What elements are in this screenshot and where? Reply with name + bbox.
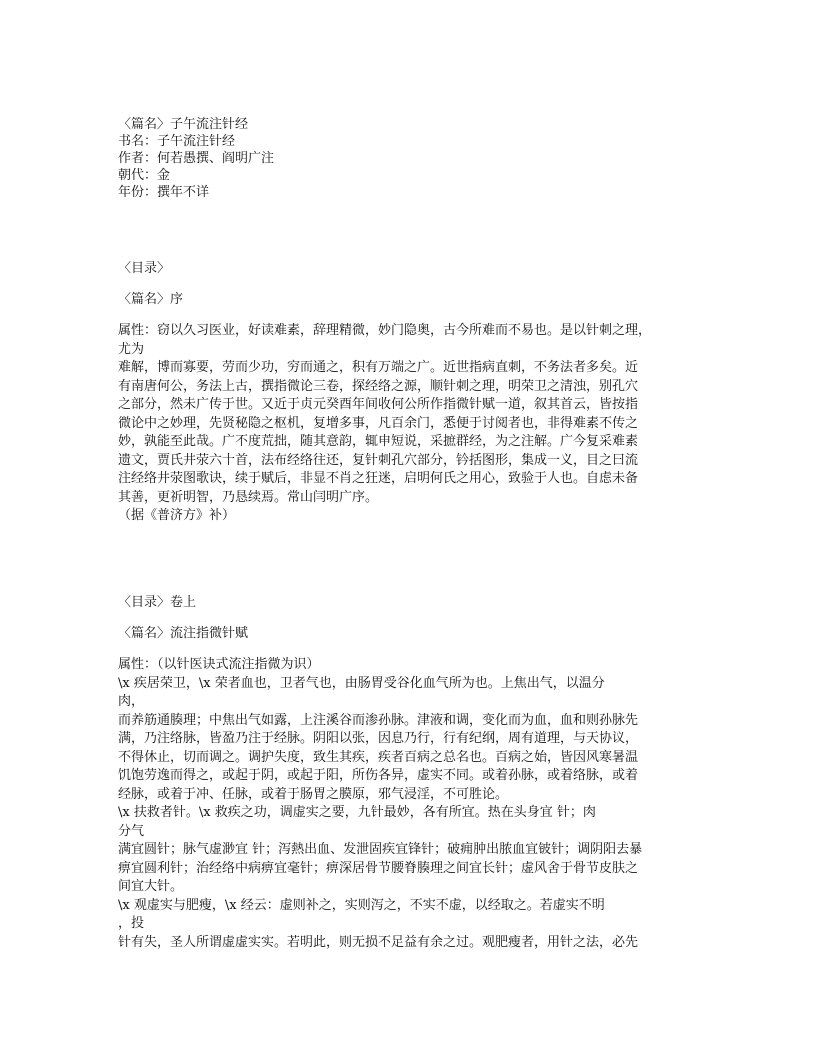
text-line: 难解，博而寡要，劳而少功，穷而通之，积有万端之广。近世指病直刺，不务法者多矣。近	[118, 360, 639, 375]
text-line: 〈篇名〉子午流注针经	[118, 117, 249, 132]
text-line: 针有失，圣人所谓虚虚实实。若明此，则无损不足益有余之过。观肥瘦者，用针之法，必先	[118, 934, 639, 950]
text-line: 朝代：金	[118, 168, 171, 183]
text-line: \x 扶救者针。\x 救疾之功，调虚实之要，九针最妙，各有所宜。热在头身宜 针；肉	[118, 805, 596, 820]
text-line: 妙，孰能至此哉。广不度荒拙，随其意韵，辄申短说，采摭群经，为之注解。广今复采难素	[118, 434, 639, 449]
text-line: 属性：（以针医诀式流注指微为识）	[118, 657, 320, 672]
section-title-preface	[118, 291, 708, 308]
document-header	[118, 116, 708, 201]
preface-body	[118, 322, 708, 526]
text-line: 满，乃注络脉，皆盈乃注于经脉。阴阳以张，因息乃行，行有纪纲，周有道理，与天协议，	[118, 731, 639, 746]
text-line: 肉，	[118, 694, 145, 709]
section-title: 〈篇名〉流注指微针赋	[118, 626, 249, 641]
text-line: \x 疾居荣卫，\x 荣者血也，卫者气也，由肠胃受谷化血气所为也。上焦出气，以温分	[118, 675, 605, 691]
text-line: ，投	[118, 916, 145, 931]
toc-label: 〈目录〉	[118, 261, 171, 276]
text-line: 饥饱劳逸而得之，或起于阴，或起于阳，所伤各异，虚实不同。或着孙脉，或着络脉，或着	[118, 768, 639, 783]
text-line: 不得休止，切而调之。调护失度，致生其疾，疾者百病之总名也。百病之始，皆因风寒暑温	[118, 749, 639, 765]
text-line: 经脉，或着于冲、任脉，或着于肠胃之膜原，邪气浸淫，不可胜论。	[118, 786, 509, 802]
toc-heading-volume1	[118, 594, 708, 611]
volume1-body	[118, 656, 708, 952]
text-line: 书名：子午流注针经	[118, 134, 236, 149]
text-line: 尤为	[118, 341, 145, 357]
text-line: 微论中之妙理，先贤秘隐之枢机，复增多事，凡百余门，悉便于讨阅者也，非得难素不传之	[118, 415, 639, 431]
text-line: 年份：撰年不详	[118, 185, 210, 200]
text-line: 注经络井荥图歌诀，续于赋后，非显不肖之狂迷，启明何氏之用心，致验于人也。自虑未备	[118, 471, 639, 486]
text-line: 痹宜圆利针；治经络中病痹宜毫针；痹深居骨节腰脊腠理之间宜长针；虚风舍于骨节皮肤之	[118, 860, 639, 876]
toc-heading-preface	[118, 260, 708, 277]
text-line: 作者：何若愚撰、阎明广注	[118, 151, 275, 166]
text-line: 其善，更祈明智，乃恳续焉。常山闫明广序。	[118, 489, 379, 505]
text-line: 之部分，然未广传于世。又近于贞元癸酉年间收何公所作指微针赋一道，叙其首云，皆按指	[118, 397, 639, 412]
text-line: 有南唐何公，务法上古，撰指微论三卷，探经络之源，顺针刺之理，明荣卫之清浊，别孔穴	[118, 378, 639, 394]
toc-label: 〈目录〉卷上	[118, 595, 197, 610]
text-line: 间宜大针。	[118, 879, 184, 894]
section-title: 〈篇名〉序	[118, 292, 184, 307]
text-line: \x 观虚实与肥瘦，\x 经云：虚则补之，实则泻之，不实不虚，以经取之。若虚实不明	[118, 897, 605, 913]
text-line: 分气	[118, 823, 145, 839]
section-title-volume1	[118, 625, 708, 642]
text-line: 属性：窃以久习医业，好读难素，辞理精微，妙门隐奥，古今所难而不易也。是以针刺之理，	[118, 323, 652, 338]
text-line: 而养筋通腠理；中焦出气如露，上注溪谷而渗孙脉。津液和调，变化而为血，血和则孙脉先	[118, 712, 639, 728]
text-line: 遗文，贾氏井荥六十首，法布经络往还，复针刺孔穴部分，钤括图形，集成一义，目之曰流	[118, 452, 639, 468]
text-line: （据《普济方》补）	[118, 508, 236, 523]
text-line: 满宜圆针；脉气虚渺宜 针；泻熱出血、发泄固疾宜锋针；破痈肿出脓血宜铍针；调阴阳去暴	[118, 842, 643, 857]
